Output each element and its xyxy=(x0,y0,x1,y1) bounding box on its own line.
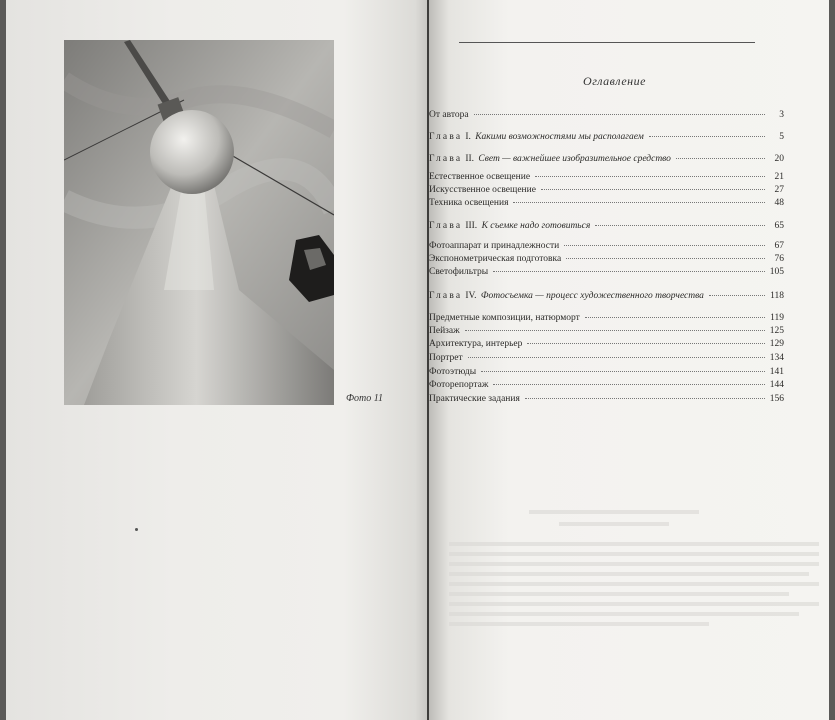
page-number: 67 xyxy=(774,241,784,251)
dot-leader xyxy=(513,194,765,203)
dot-leader xyxy=(527,335,764,344)
chapter-number: IV. xyxy=(465,291,477,301)
page-number: 141 xyxy=(769,367,784,377)
page-number: 144 xyxy=(769,380,784,390)
toc-entry: От автора 3 xyxy=(429,108,784,121)
dot-leader xyxy=(474,106,765,115)
toc-chapter-entry xyxy=(429,130,784,143)
paper-speck xyxy=(135,528,138,531)
chapter-number: I. xyxy=(465,132,471,142)
dot-leader xyxy=(481,363,765,372)
page-number: 156 xyxy=(769,394,784,404)
dot-leader xyxy=(535,168,765,177)
chapter-label: Глава xyxy=(429,221,463,231)
page-number: 20 xyxy=(774,154,784,164)
chapter-label: Глава xyxy=(429,154,463,164)
chapter-label: Глава xyxy=(429,291,463,301)
toc-chapter-entry xyxy=(429,289,784,302)
dot-leader xyxy=(709,287,765,296)
right-page xyxy=(429,0,829,720)
toc-entry: Предметные композиции, натюрморт 119 xyxy=(429,311,784,324)
dot-leader xyxy=(465,322,765,331)
toc-entry: Фотоэтюды 141 xyxy=(429,365,784,378)
page-number: 65 xyxy=(774,221,784,231)
page-number: 27 xyxy=(774,185,784,195)
toc-entry: Портрет 134 xyxy=(429,351,784,364)
chapter-number: II. xyxy=(465,154,475,164)
page-number: 3 xyxy=(779,110,784,120)
toc-entry: Архитектура, интерьер 129 xyxy=(429,337,784,350)
toc-entry: Фотоаппарат и принадлежности 67 xyxy=(429,239,784,252)
page-number: 48 xyxy=(774,198,784,208)
dot-leader xyxy=(676,150,765,159)
toc-entry: Искусственное освещение 27 xyxy=(429,183,784,196)
dot-leader xyxy=(649,128,765,137)
show-through-imprint xyxy=(429,510,829,650)
dot-leader xyxy=(566,250,765,259)
toc-entry: Практические задания 156 xyxy=(429,392,784,405)
dot-leader xyxy=(493,263,765,272)
page-number: 134 xyxy=(769,353,784,363)
dot-leader xyxy=(525,390,765,399)
dot-leader xyxy=(595,217,765,226)
dot-leader xyxy=(541,181,765,190)
toc-entry: Техника освещения 48 xyxy=(429,196,784,209)
page-number: 76 xyxy=(774,254,784,264)
dot-leader xyxy=(585,309,765,318)
page-number: 119 xyxy=(770,313,784,323)
toc-entry: Экспонометрическая подготовка 76 xyxy=(429,252,784,265)
toc-entry: Пейзаж 125 xyxy=(429,324,784,337)
page-number: 21 xyxy=(774,172,784,182)
toc-title: Оглавление xyxy=(583,74,646,88)
left-page xyxy=(6,0,428,720)
page-number: 129 xyxy=(769,339,784,349)
toc-chapter-entry xyxy=(429,219,784,232)
toc-entry: Естественное освещение 21 xyxy=(429,170,784,183)
toc-entry: Светофильтры 105 xyxy=(429,265,784,278)
chapter-label: Глава xyxy=(429,132,463,142)
page-number: 5 xyxy=(779,132,784,142)
page-number: 118 xyxy=(770,291,784,301)
toc-entry: Фоторепортаж 144 xyxy=(429,378,784,391)
tower-photo xyxy=(64,40,334,405)
chapter-number: III. xyxy=(465,221,478,231)
tower-photo-image xyxy=(64,40,334,405)
chapter-title: Какими возможностями мы располагаем xyxy=(475,132,644,142)
page-number: 125 xyxy=(769,326,784,336)
photo-caption: Фото 11 xyxy=(346,393,384,404)
chapter-title: К съемке надо готовиться xyxy=(481,221,591,231)
page-number: 105 xyxy=(769,267,784,277)
chapter-title: Свет — важнейшее изобразительное средство xyxy=(478,154,671,164)
dot-leader xyxy=(468,349,765,358)
chapter-title: Фотосъемка — процесс художественного творчества xyxy=(480,291,704,301)
dot-leader xyxy=(493,376,764,385)
dot-leader xyxy=(564,237,765,246)
toc-chapter-entry xyxy=(429,152,784,165)
